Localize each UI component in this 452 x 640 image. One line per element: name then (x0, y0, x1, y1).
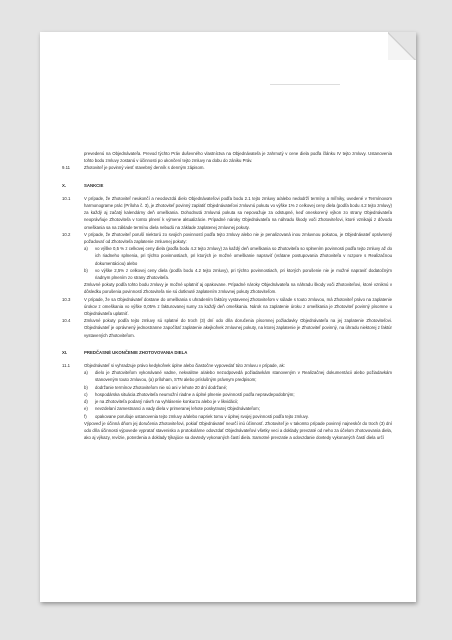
list-item (84, 369, 392, 383)
list-marker: d) (84, 399, 88, 405)
list-item (84, 384, 392, 391)
list-item-text: vo výške 0,5 % z celkovej ceny diela (podľa bodu 4.2 tejto zmluvy) za každý deň omeškania so Zhotoviteľa so splnením povinnosti podľa tejto zmluvy až do ich riadneho splnenia, pri týchto povinnostiach, pri ktorých je možné omeškanie napraviť (vrátane postupovania Zhotoviteľa v rozpore s Realizačnou dokumentáciou) alebo (95, 246, 392, 266)
section-title: SANKCIE (84, 182, 104, 188)
list-item-text: hospodárska situácia Zhotoviteľa neumožní riadne a úplné plnenie povinností podľa nepravdepodobným; (95, 391, 295, 397)
clause-text: V prípade, že Zhotoviteľ neukončí a neodovzdá dielo Objednávateľovi podľa bodu 2.1 tejto zmluvy a/alebo nedodrží termíny a míľniky, uvedené v Termínovom harmonograme prác (Príloha č. 3), je Zhotoviteľ povinný zaplatiť Objednávateľovi zmluvnú pokutu vo výške 1% z celkovej ceny diela (podľa bodu 4.2 tejto zmluvy) za každý aj začatý kalendárny deň omeškania. Dohodnutá zmluvná pokuta sa nepovažuje za odstupné, keď oneskorený výkon zo strany Objednávateľa neoprávňuje Zhotoviteľa v tomto plnení k výmene aktualizácie. Prípadné nároky Objednávateľa na náhradu škody voči Zhotoviteľovi, ktoré vznikajú z dôvodu omeškania sa na základe termínu diela nebudú na základe zaplatenej zmluvnej pokuty. (84, 195, 392, 230)
list-marker: a) (84, 246, 88, 252)
list-marker: a) (84, 370, 88, 376)
list-marker: b) (84, 384, 88, 390)
intro-paragraph (62, 150, 392, 164)
document-page (40, 32, 416, 602)
clause-11-1 (62, 362, 392, 441)
header-rule (270, 84, 340, 85)
clause-text: Zmluvné pokuty podľa tohto bodu zmluvy je možné uplatniť aj opakovane. Prípadné nároky Objednávateľa na náhradu škody voči Zhotoviteľovi, ktoré vzniknú v dôsledku porušenia povinností Zhotoviteľa nie sú dotknuté zaplatením zmluvnej pokuty Zhotoviteľom. (84, 282, 392, 295)
list-item (84, 405, 392, 412)
intro-text: prevedenú na Objednávateľa. Prevod týchto Práv duševného vlastníctva na Objednávateľa je zahrnutý v cene diela podľa článku IV tejto zmluvy. Ustanovenia tohto bodu zmluvy zostanú v účinnosti po ukončení tejto zmluvy na dobu do zániku Práv. (84, 151, 392, 164)
clause-10-3 (62, 296, 392, 318)
clause-number: 9.11 (62, 165, 71, 171)
list-item (84, 245, 392, 267)
clause-text: Objednávateľ si vyhradzuje právo kedykoľvek úplne alebo čiastočne vypovedať túto zmluvu v prípade, ak: (84, 363, 285, 369)
list-item (84, 267, 392, 281)
clause-number: 10.1 (62, 195, 71, 201)
clause-text: Výpoveď je účinná dňom jej doručenia Zhotoviteľovi, pokiaľ Objednávateľ neurčí inú účinnosť. Zhotoviteľ je v takomto prípade povinný najneskôr do troch (3) dní odo dňa účinnosti výpovede vypratať stavenisko a protokolárne odovzdať Objednávateľovi všetky veci a doklady prevzaté od neho za účelom zhotovovania diela, ako aj výkazy, revízie, potvrdenia a doklady týkajúce sa dovtedy vykonaných častí diela. Samotné prevzatie a odovzdanie dovtedy vykonaných častí diela určí (84, 420, 392, 441)
clause-9-11 (62, 164, 392, 171)
list-marker: b) (84, 267, 88, 273)
list-item-text: je na Zhotoviteľa podaný návrh na vyhlásenie konkurzu alebo je v likvidácii; (95, 399, 239, 405)
clause-10-2 (62, 231, 392, 296)
document-body (62, 150, 392, 441)
section-number: XI. (62, 349, 68, 355)
clause-text: V prípade, že sa Objednávateľ dostane do omeškania s uhradením faktúry vystavenej Zhotoviteľom v súlade s touto zmluvou, má Zhotoviteľ právo na zaplatenie úrokov z omeškania vo výške 0,05% z fakturovanej sumy za každý deň omeškania. Nárok na zaplatenie úroku z omeškania je Zhotoviteľ povinný písomne u Objednávateľa uplatniť. (84, 296, 392, 317)
list-marker: e) (84, 406, 88, 412)
list-item (84, 398, 392, 405)
list-marker: c) (84, 391, 88, 397)
clause-10-4 (62, 317, 392, 339)
list-item-text: nevzdelaní zamestnanci a vady diela v primeranej lehote poskytnutej Objednávateľom; (95, 406, 260, 412)
list-marker: f) (84, 413, 87, 419)
list-item (84, 413, 392, 420)
clause-text: Zhotoviteľ je povinný viesť stavebný denník s denným zápisom. (84, 165, 205, 171)
list-item-text: opakovane porušuje ustanovenia tejto zmluvy a/alebo napriek tomu v úplnej svojej povinnosti podľa tejto zmluvy. (95, 413, 309, 419)
section-heading-x (62, 182, 392, 189)
termination-list (84, 369, 392, 419)
clause-number: 10.4 (62, 318, 71, 324)
clause-text: Zmluvné pokuty podľa tejto zmluvy sú splatné do troch (3) dní odo dňa doručenia písomnej požiadavky Objednávateľa na jej zaplatenie Zhotoviteľovi. Objednávateľ je oprávnený jednostranne započítať zaplatenie akejkoľvek zmluvnej pokuty, na ktorej zaplatenie je Zhotoviteľ povinný, na úhradu niektorej z faktúr vystavených Zhotoviteľom. (84, 318, 392, 338)
list-item (84, 391, 392, 398)
clause-number: 10.2 (62, 231, 71, 237)
list-item-text: dodržanie termínov Zhotoviteľom nie sú ani v lehote 20 dní dodržané; (95, 384, 228, 390)
section-title: PREDČASNÉ UKONČENIE ZHOTOVOVANIA DIELA (84, 349, 188, 355)
clause-text: V prípade, že Zhotoviteľ poruší niektorú zo svojich povinností podľa tejto zmluvy alebo nie je penalizovaná inou zmluvnou pokutou, je Objednávateľ oprávnený požadovať od Zhotoviteľa zaplatenie zmluvnej pokuty: (84, 231, 392, 245)
list-item-text: vo výške 2,5% z celkovej ceny diela (podľa bodu 4.2 tejto zmluvy), pri týchto povinnostiach, pri ktorých porušenie nie je možné napraviť dodatočným riadnym plnením zo strany Zhotoviteľa. (95, 267, 392, 281)
clause-10-1 (62, 195, 392, 231)
clause-number: 11.1 (62, 363, 71, 369)
list-item-text: dielo je Zhotoviteľom vykonávané vadne, nekvalitne a/alebo nezodpovedá požiadavkám stanoveným v Realizačnej dokumentácii alebo požiadavkám stanoveným touto zmluvou, (a) príloham, STN alebo príslušným právnym predpisom; (95, 370, 392, 383)
clause-number: 10.3 (62, 296, 71, 302)
penalty-list (84, 245, 392, 281)
page-fold-corner (388, 32, 416, 60)
section-heading-xi (62, 349, 392, 356)
section-number: X. (62, 182, 67, 188)
